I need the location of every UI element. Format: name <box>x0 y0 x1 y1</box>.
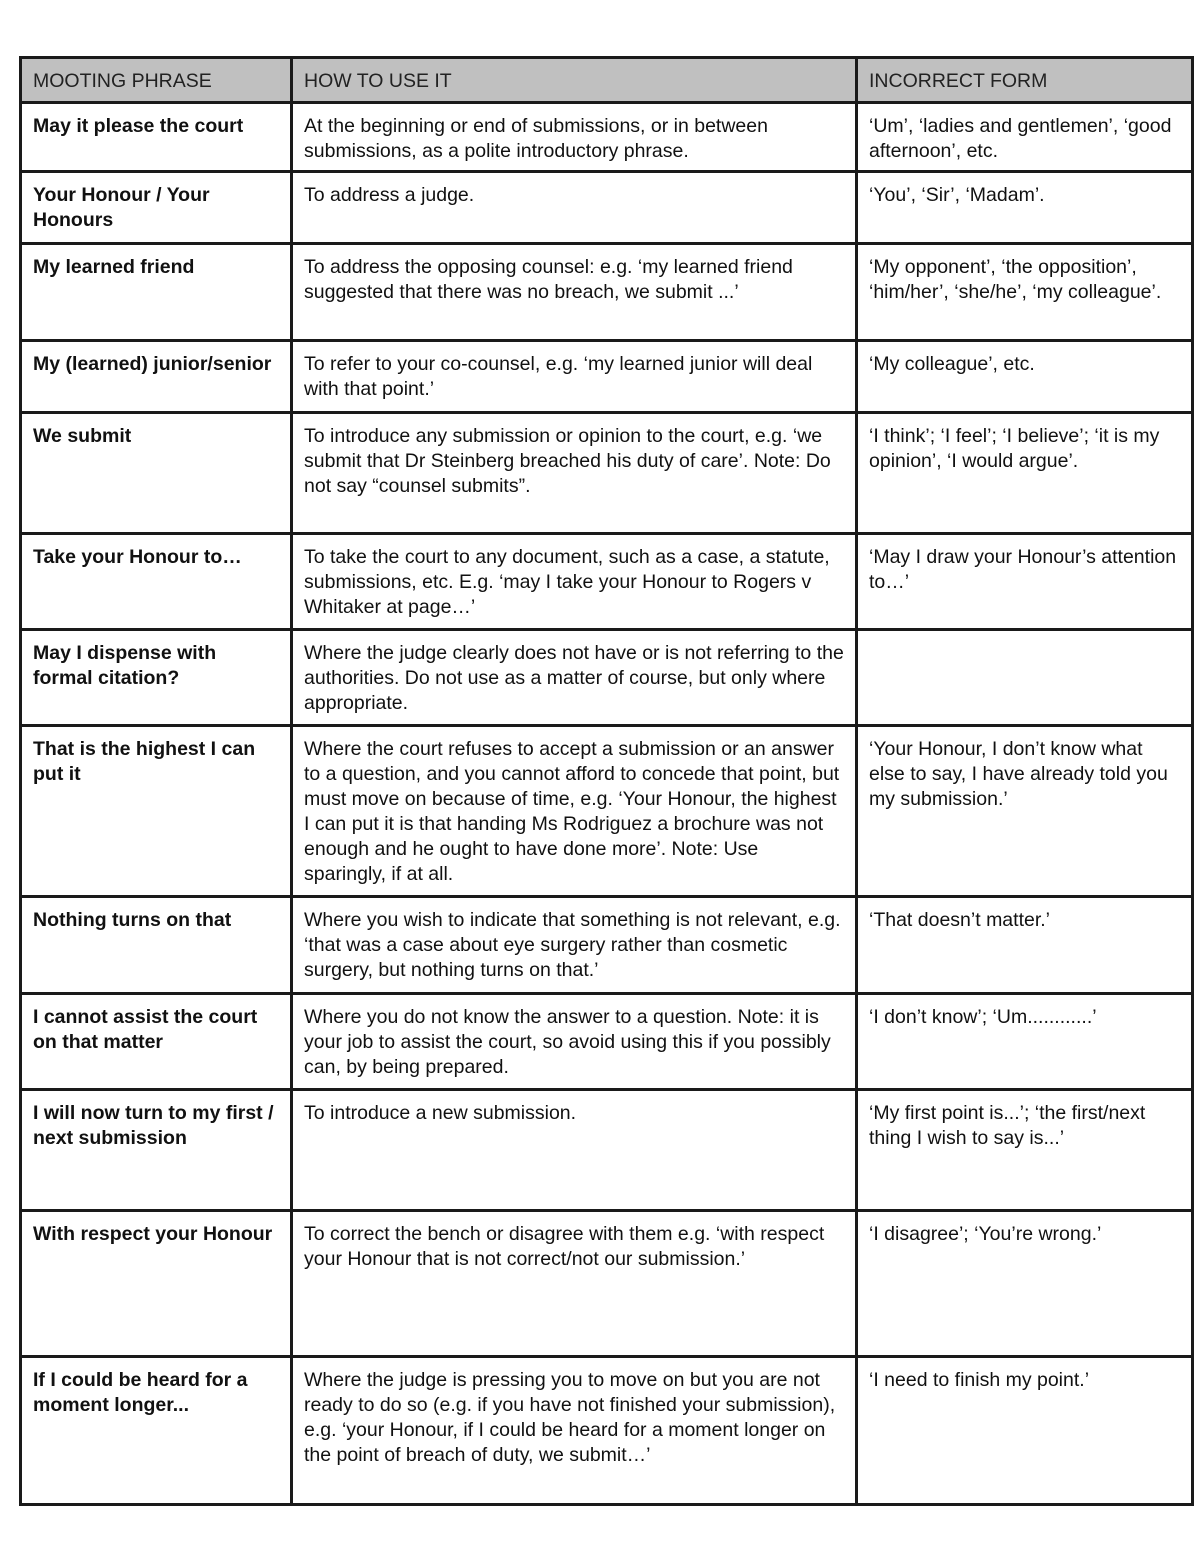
phrase-cell: Take your Honour to… <box>21 534 292 630</box>
incorrect-form-cell: ‘May I draw your Honour’s attention to…’ <box>857 534 1193 630</box>
phrase-cell: If I could be heard for a moment longer... <box>21 1357 292 1505</box>
incorrect-form-cell: ‘I don’t know’; ‘Um............’ <box>857 994 1193 1090</box>
header-incorrect-form: INCORRECT FORM <box>857 58 1193 103</box>
incorrect-form-cell: ‘My opponent’, ‘the opposition’, ‘him/her’, ‘she/he’, ‘my colleague’. <box>857 244 1193 341</box>
incorrect-form-cell: ‘You’, ‘Sir’, ‘Madam’. <box>857 172 1193 244</box>
incorrect-form-cell: ‘Your Honour, I don’t know what else to say, I have already told you my submission.’ <box>857 726 1193 897</box>
incorrect-form-cell: ‘I think’; ‘I feel’; ‘I believe’; ‘it is my opinion’, ‘I would argue’. <box>857 413 1193 534</box>
phrase-cell: With respect your Honour <box>21 1211 292 1357</box>
table-row <box>21 897 1193 994</box>
usage-cell: To refer to your co-counsel, e.g. ‘my learned junior will deal with that point.’ <box>292 341 857 413</box>
usage-cell: To address the opposing counsel: e.g. ‘my learned friend suggested that there was no breach, we submit ...’ <box>292 244 857 341</box>
table-row <box>21 994 1193 1090</box>
usage-cell: Where the court refuses to accept a submission or an answer to a question, and you cannot afford to concede that point, but must move on because of time, e.g. ‘Your Honour, the highest I can put it is that handing Ms Rodriguez a brochure was not enough and he ought to have done more’. Note: Use sparingly, if at all. <box>292 726 857 897</box>
mooting-phrases-table <box>19 56 1194 1506</box>
header-row <box>21 58 1193 103</box>
phrase-cell: My learned friend <box>21 244 292 341</box>
phrase-cell: I cannot assist the court on that matter <box>21 994 292 1090</box>
table-row <box>21 1211 1193 1357</box>
phrase-cell: May it please the court <box>21 103 292 172</box>
incorrect-form-cell: ‘That doesn’t matter.’ <box>857 897 1193 994</box>
incorrect-form-cell: ‘I need to finish my point.’ <box>857 1357 1193 1505</box>
phrase-cell: That is the highest I can put it <box>21 726 292 897</box>
incorrect-form-cell: ‘Um’, ‘ladies and gentlemen’, ‘good afternoon’, etc. <box>857 103 1193 172</box>
header-how-to-use-it: HOW TO USE IT <box>292 58 857 103</box>
incorrect-form-cell: ‘My first point is...’; ‘the first/next thing I wish to say is...’ <box>857 1090 1193 1211</box>
table-row <box>21 413 1193 534</box>
phrase-cell: My (learned) junior/senior <box>21 341 292 413</box>
phrase-cell: Nothing turns on that <box>21 897 292 994</box>
table-row <box>21 341 1193 413</box>
table-row <box>21 534 1193 630</box>
usage-cell: To correct the bench or disagree with them e.g. ‘with respect your Honour that is not correct/not our submission.’ <box>292 1211 857 1357</box>
table-row <box>21 244 1193 341</box>
table-row <box>21 103 1193 172</box>
incorrect-form-cell <box>857 630 1193 726</box>
table-row <box>21 1357 1193 1505</box>
incorrect-form-cell: ‘I disagree’; ‘You’re wrong.’ <box>857 1211 1193 1357</box>
usage-cell: Where you wish to indicate that something is not relevant, e.g. ‘that was a case about eye surgery rather than cosmetic surgery, but nothing turns on that.’ <box>292 897 857 994</box>
usage-cell: Where the judge clearly does not have or is not referring to the authorities. Do not use as a matter of course, but only where appropriate. <box>292 630 857 726</box>
table-row <box>21 630 1193 726</box>
phrase-cell: We submit <box>21 413 292 534</box>
incorrect-form-cell: ‘My colleague’, etc. <box>857 341 1193 413</box>
usage-cell: Where you do not know the answer to a question. Note: it is your job to assist the court, so avoid using this if you possibly can, by being prepared. <box>292 994 857 1090</box>
phrase-cell: I will now turn to my first / next submission <box>21 1090 292 1211</box>
usage-cell: Where the judge is pressing you to move on but you are not ready to do so (e.g. if you have not finished your submission), e.g. ‘your Honour, if I could be heard for a moment longer on the point of breach of duty, we submit…’ <box>292 1357 857 1505</box>
table-row <box>21 172 1193 244</box>
table-row <box>21 726 1193 897</box>
phrase-cell: Your Honour / Your Honours <box>21 172 292 244</box>
usage-cell: At the beginning or end of submissions, or in between submissions, as a polite introductory phrase. <box>292 103 857 172</box>
phrase-cell: May I dispense with formal citation? <box>21 630 292 726</box>
usage-cell: To take the court to any document, such as a case, a statute, submissions, etc. E.g. ‘may I take your Honour to Rogers v Whitaker at page…’ <box>292 534 857 630</box>
usage-cell: To address a judge. <box>292 172 857 244</box>
usage-cell: To introduce a new submission. <box>292 1090 857 1211</box>
header-mooting-phrase: MOOTING PHRASE <box>21 58 292 103</box>
table-row <box>21 1090 1193 1211</box>
usage-cell: To introduce any submission or opinion to the court, e.g. ‘we submit that Dr Steinberg breached his duty of care’. Note: Do not say “counsel submits”. <box>292 413 857 534</box>
